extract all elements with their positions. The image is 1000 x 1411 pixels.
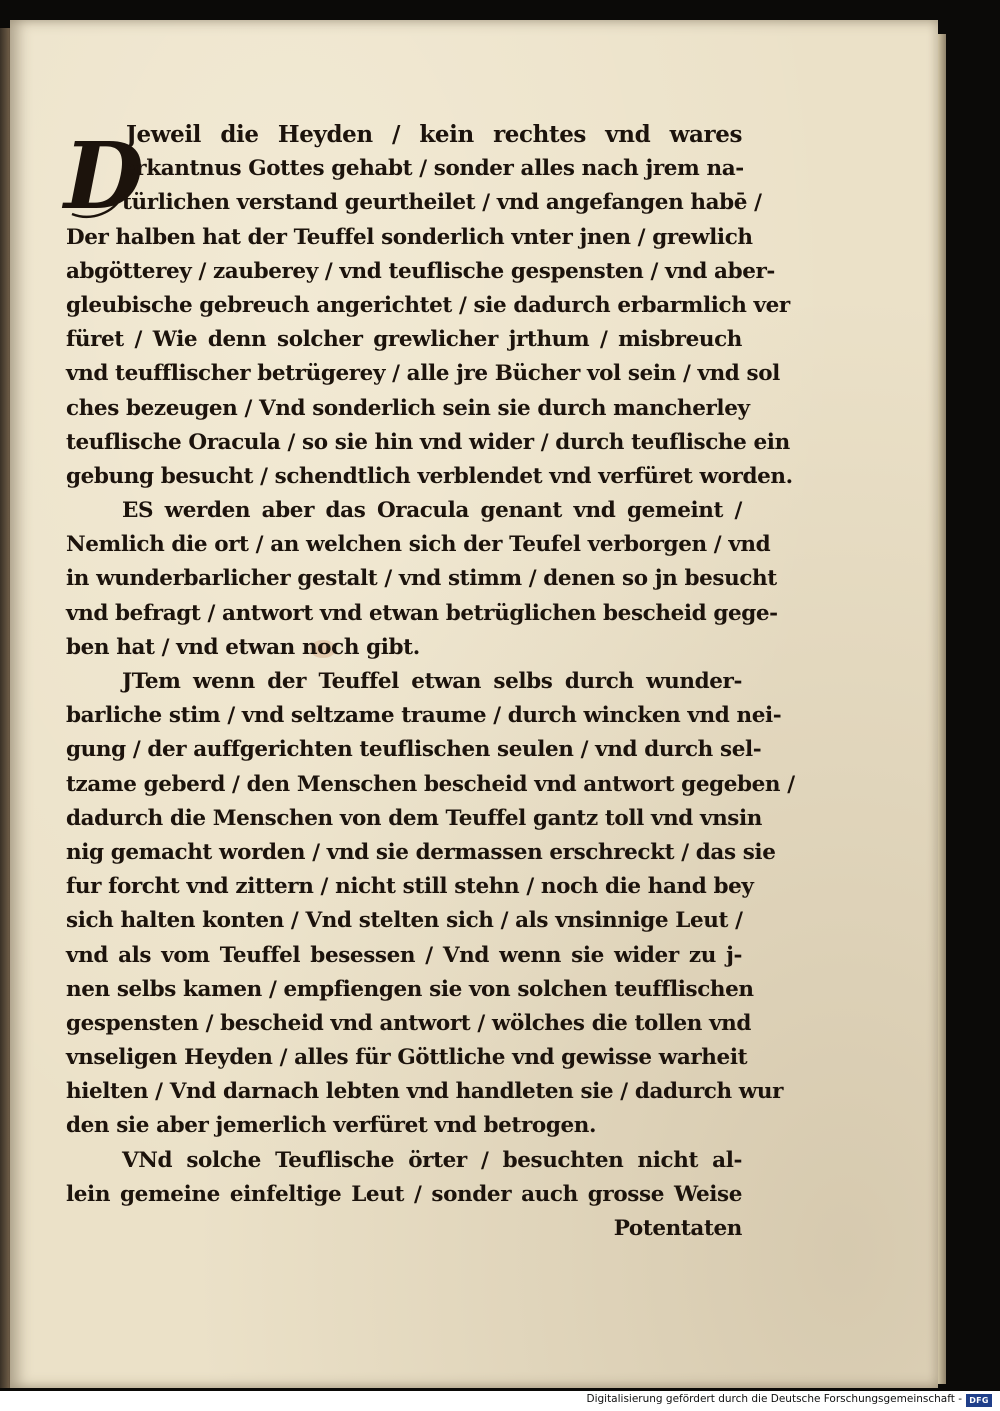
text-line: ches bezeugen / Vnd sonderlich sein sie durch mancherley [66, 395, 750, 421]
text-line: sich halten konten / Vnd stelten sich / als vnsinnige Leut / [66, 908, 743, 934]
page-edge [938, 34, 946, 1384]
text-line: teuflische Oracula / so sie hin vnd wider / durch teuflische ein [66, 429, 790, 455]
dfg-logo: DFG [966, 1394, 992, 1407]
text-line: hielten / Vnd darnach lebten vnd handleten sie / dadurch wur [66, 1079, 784, 1105]
text-line: gleubische gebreuch angerichtet / sie dadurch erbarmlich ver [66, 292, 790, 318]
text-line: VNd solche Teuflische örter / besuchten nicht al- [122, 1147, 742, 1173]
text-line: in wunderbarlicher gestalt / vnd stimm / denen so jn besucht [66, 566, 777, 592]
text-line: nig gemacht worden / vnd sie dermassen erschreckt / das sie [66, 839, 776, 865]
text-line: fur forcht vnd zittern / nicht still stehn / noch die hand bey [66, 874, 754, 900]
text-line: nen selbs kamen / empfiengen sie von solchen teufflischen [66, 976, 754, 1002]
text-line: den sie aber jemerlich verfüret vnd betrogen. [66, 1113, 597, 1139]
text-line: ES werden aber das Oracula genant vnd gemeint / [122, 498, 742, 524]
text-line: erkantnus Gottes gehabt / sonder alles nach jrem na- [122, 156, 744, 182]
catchword: Potentaten [613, 1216, 742, 1241]
text-line: barliche stim / vnd seltzame traume / durch wincken vnd nei- [66, 703, 782, 729]
funding-credit: Digitalisierung gefördert durch die Deutsche Forschungsgemeinschaft - [586, 1393, 962, 1405]
text-line: gespensten / bescheid vnd antwort / wölches die tollen vnd [66, 1010, 752, 1036]
text-line: vnd befragt / antwort vnd etwan betrüglichen bescheid gege- [66, 600, 778, 626]
text-line: vnseligen Heyden / alles für Göttliche vnd gewisse warheit [66, 1045, 748, 1071]
text-line: dadurch die Menschen von dem Teuffel gantz toll vnd vnsin [66, 805, 763, 831]
footer-bar [0, 1391, 1000, 1411]
text-line: gung / der auffgerichten teuflischen seulen / vnd durch sel- [66, 737, 762, 763]
text-line: Der halben hat der Teuffel sonderlich vnter jnen / grewlich [66, 224, 753, 250]
text-line: türlichen verstand geurtheilet / vnd angefangen habē / [122, 190, 762, 216]
text-line: Jeweil die Heyden / kein rechtes vnd wares [126, 121, 742, 148]
text-line: gebung besucht / schendtlich verblendet vnd verfüret worden. [66, 463, 793, 489]
text-line: tzame geberd / den Menschen bescheid vnd antwort gegeben / [66, 771, 795, 797]
drop-cap-letter: D [64, 122, 144, 230]
text-line: Nemlich die ort / an welchen sich der Teufel verborgen / vnd [66, 532, 771, 558]
text-line: ben hat / vnd etwan noch gibt. [66, 634, 420, 660]
text-line: JTem wenn der Teuffel etwan selbs durch wunder- [122, 669, 742, 694]
text-line: abgötterey / zauberey / vnd teuflische gespensten / vnd aber- [66, 258, 775, 284]
text-line: vnd als vom Teuffel besessen / Vnd wenn sie wider zu j- [66, 942, 742, 968]
text-line: füret / Wie denn solcher grewlicher jrthum / misbreuch [66, 327, 742, 353]
text-line: lein gemeine einfeltige Leut / sonder auch grosse Weise [66, 1181, 742, 1207]
page-text [66, 118, 795, 1246]
text-line: vnd teufflischer betrügerey / alle jre Bücher vol sein / vnd sol [66, 361, 780, 387]
